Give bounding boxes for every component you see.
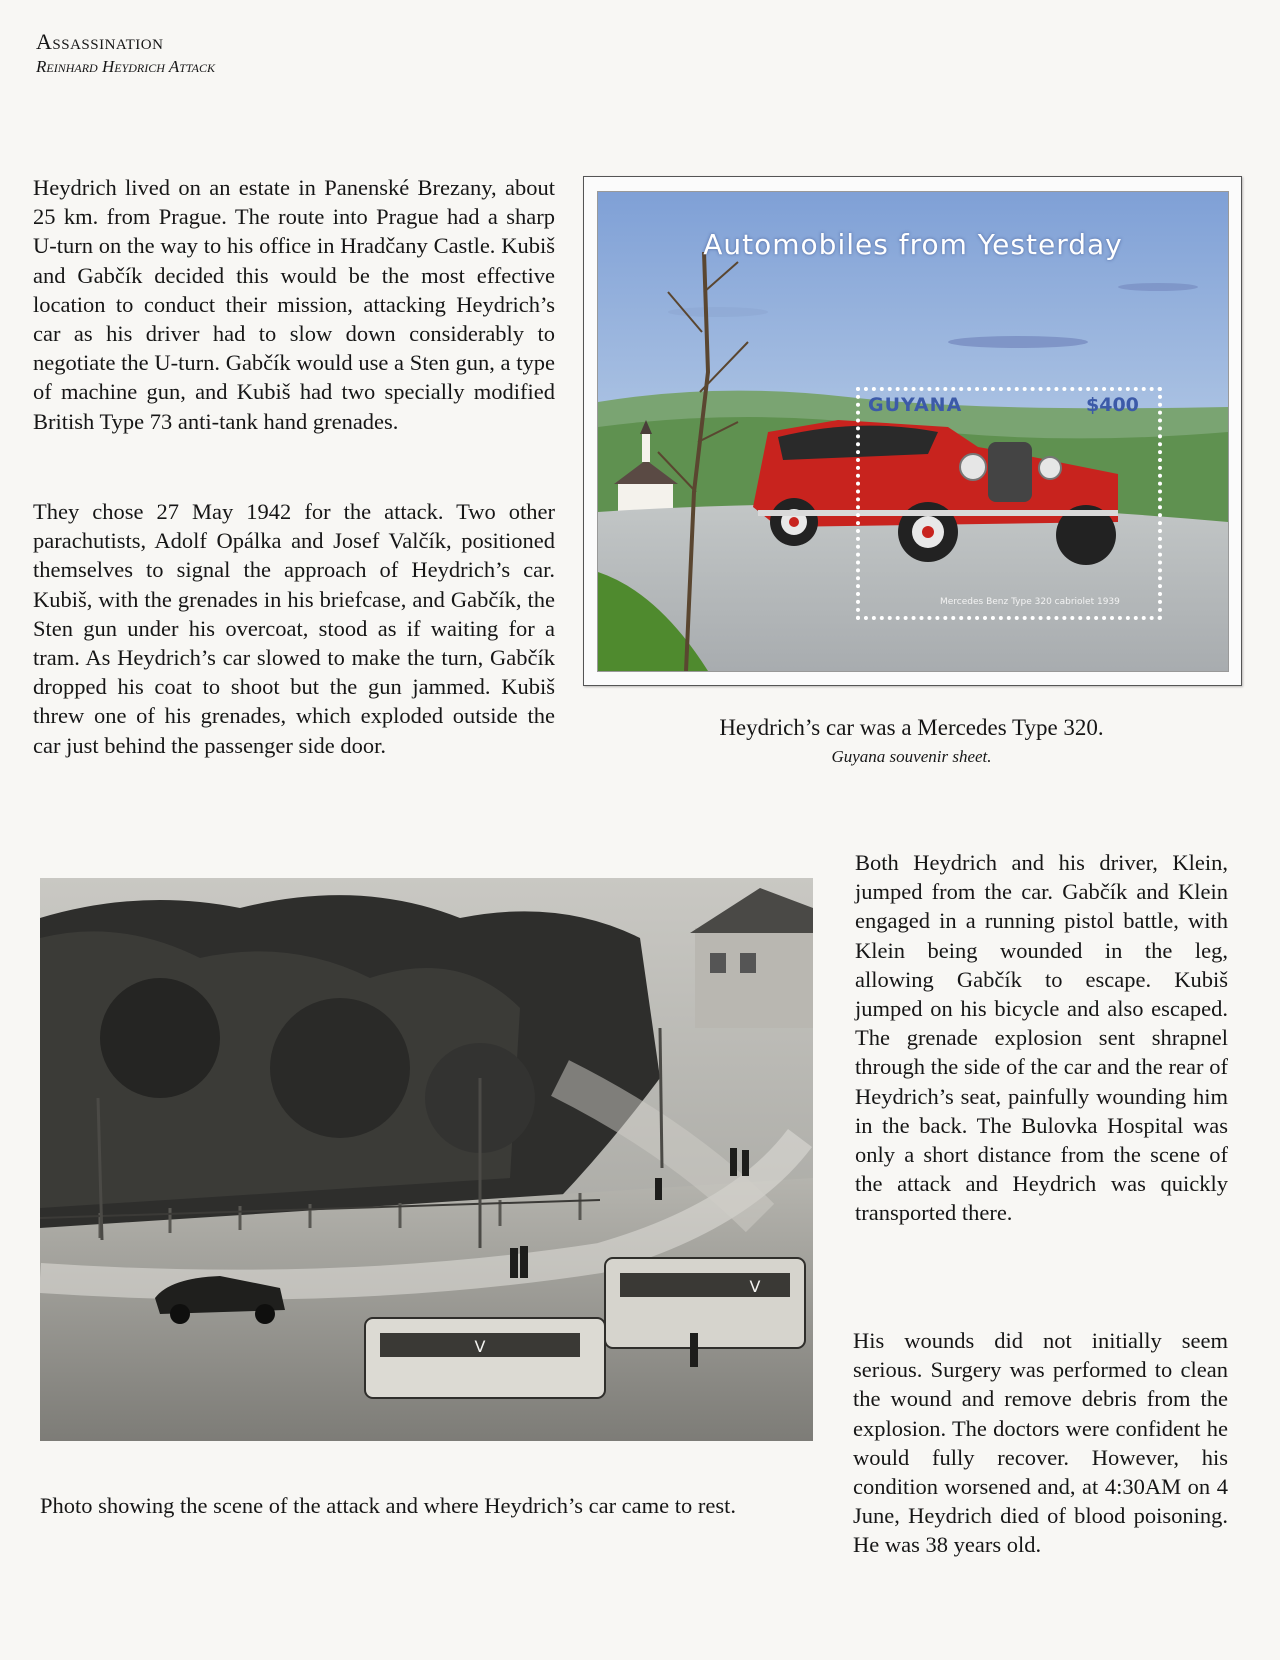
- tram-label-rear: V: [474, 1337, 486, 1356]
- sheet-subcaption: Guyana souvenir sheet.: [831, 747, 992, 766]
- tram-label-front: V: [749, 1277, 761, 1296]
- chapter-title: Assassination: [36, 29, 164, 54]
- paragraph-escape: [855, 848, 1228, 1228]
- souvenir-sheet-image: [597, 191, 1229, 672]
- paragraph-text: Both Heydrich and his driver, Klein, jumped from the car. Gabčík and Klein engaged in a running pistol battle, with Klein being wounded in the leg, allowing Gabčík to escape. Kubiš jumped on his bicycle and also escaped. The grenade explosion sent shrapnel through the side of the car and the rear of Heydrich’s seat, painfully wounding him in the back. The Bulovka Hospital was only a short distance from the scene of the attack and Heydrich was quickly transported there.: [855, 850, 1228, 1226]
- paragraph-text: His wounds did not initially seem serious. Surgery was performed to clean the wound and remove debris from the explosion. The doctors were confident he would fully recover. However, his condition worsened and, at 4:30AM on 4 June, Heydrich died of blood poisoning. He was 38 years old.: [853, 1328, 1228, 1558]
- photo-caption: Photo showing the scene of the attack and where Heydrich’s car came to rest.: [40, 1493, 737, 1518]
- sheet-caption: Heydrich’s car was a Mercedes Type 320.: [719, 715, 1104, 740]
- section-title: Reinhard Heydrich Attack: [36, 57, 216, 76]
- attack-scene-photo: [40, 878, 813, 1441]
- stamp-caption: Mercedes Benz Type 320 cabriolet 1939: [940, 597, 1120, 607]
- page-header: [36, 28, 215, 78]
- sheet-title: Automobiles from Yesterday: [703, 228, 1123, 261]
- paragraph-attack: [33, 497, 555, 760]
- attack-scene-illustration: [40, 878, 813, 1441]
- paragraph-text: Heydrich lived on an estate in Panenské Brezany, about 25 km. from Prague. The route into Prague had a sharp U-turn on the way to his office in Hradčany Castle. Kubiš and Gabčík decided this would be the most effective location to conduct their mission, attacking Heydrich’s car as his driver had to slow down considerably to negotiate the U-turn. Gabčík would use a Sten gun, a type of machine gun, and Kubiš had two specially modified British Type 73 anti-tank hand grenades.: [33, 175, 555, 434]
- paragraph-route: [33, 173, 555, 436]
- stamp-value: $400: [1086, 394, 1139, 416]
- paragraph-death: [853, 1326, 1228, 1560]
- paragraph-text: They chose 27 May 1942 for the attack. Two other parachutists, Adolf Opálka and Josef Valčík, positioned themselves to signal the approach of Heydrich’s car. Kubiš, with the grenades in his briefcase, and Gabčík, the Sten gun under his overcoat, stood as if waiting for a tram. As Heydrich’s car slowed to make the turn, Gabčík dropped his coat to shoot but the gun jammed. Kubiš threw one of his grenades, which exploded outside the car just behind the passenger side door.: [33, 499, 555, 758]
- souvenir-sheet-frame: [583, 176, 1242, 686]
- stamp-perforation: [856, 387, 1162, 620]
- stamp-country: GUYANA: [868, 394, 963, 416]
